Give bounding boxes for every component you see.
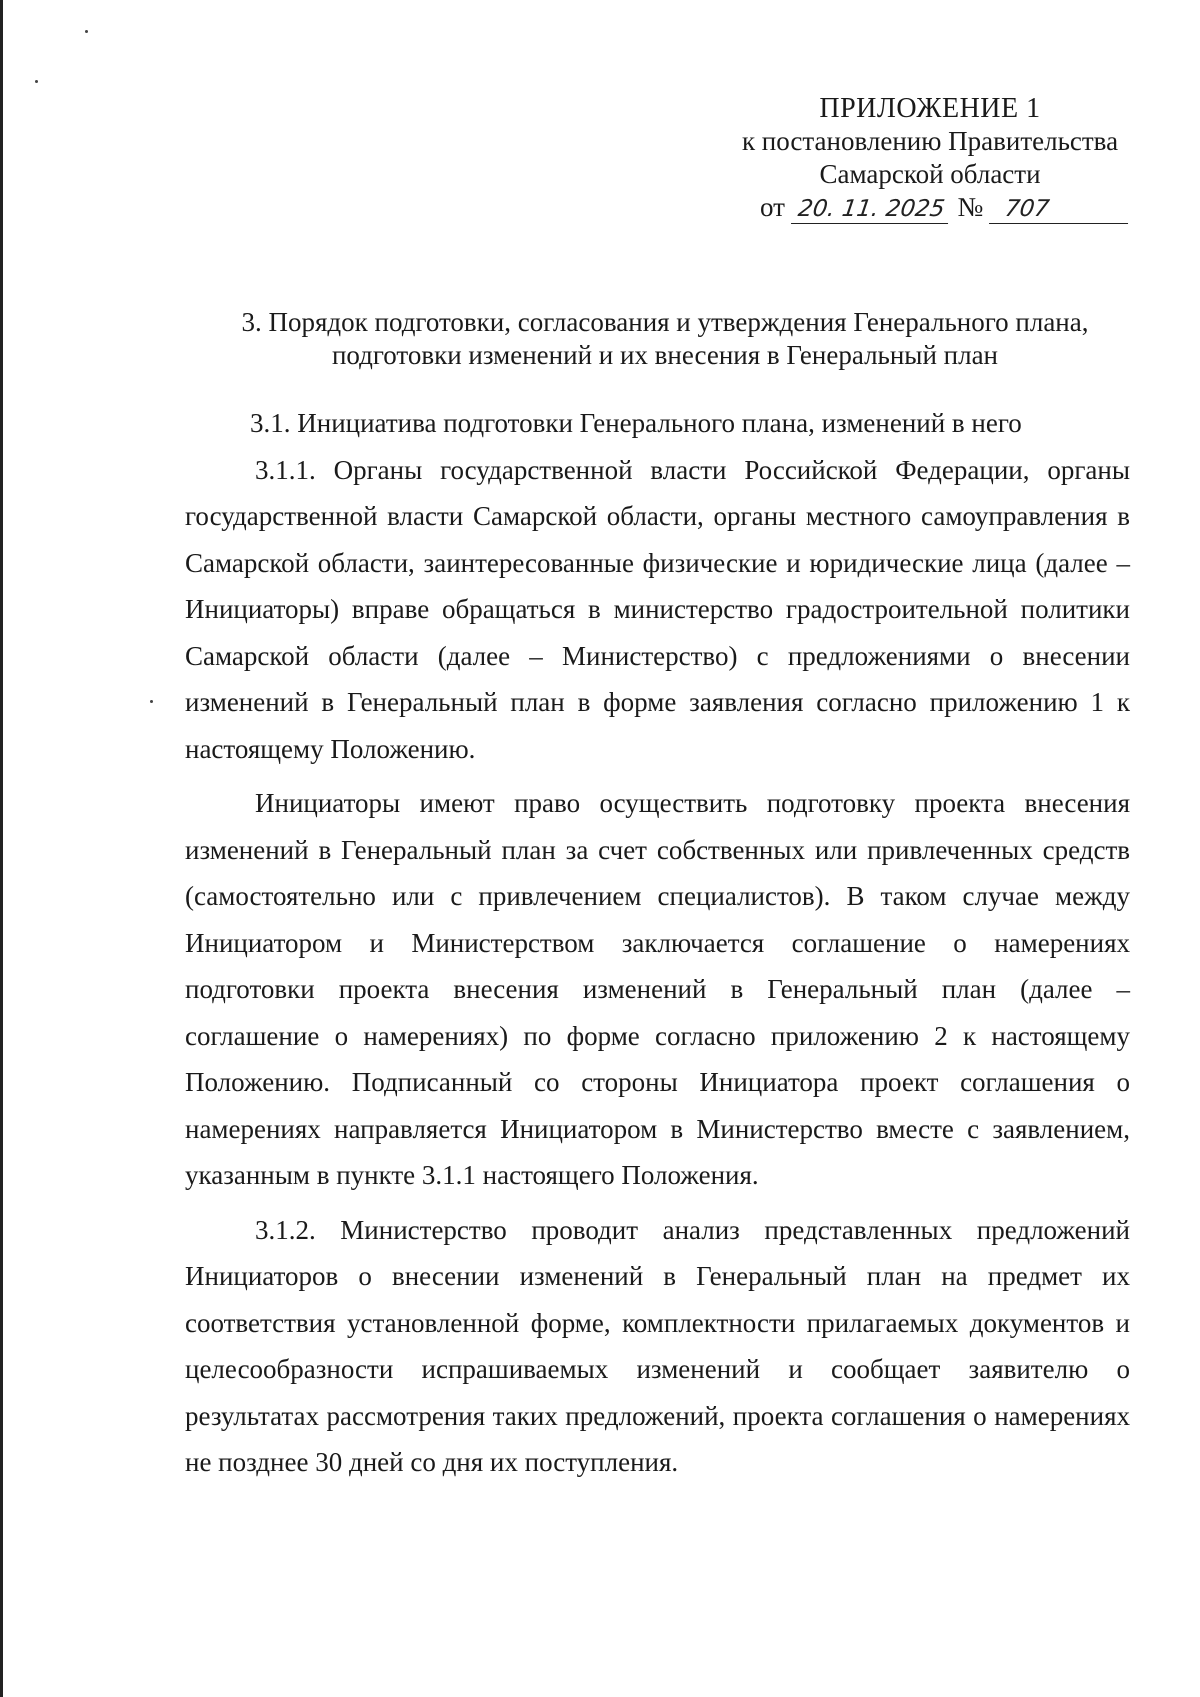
section-title-line-2: подготовки изменений и их внесения в Генеральный план xyxy=(331,340,999,370)
number-prefix: № xyxy=(957,192,984,222)
paragraph: 3.1.2. Министерство проводит анализ представленных предложений Инициаторов о внесении изменений в Генеральный план на предмет их соответствия установленной форме, комплектности прилагаемых документов и целесообразности испрашиваемых изменений и сообщает заявителю о результатах рассмотрения таких предложений, проекта соглашения о намерениях не позднее 30 дней со дня их поступления. xyxy=(185,1214,1130,1477)
scan-speck xyxy=(35,80,38,83)
appendix-line-1: к постановлению Правительства xyxy=(741,126,1119,156)
appendix-line-2: Самарской области xyxy=(819,159,1041,189)
appendix-header xyxy=(730,92,1130,224)
document-body xyxy=(185,400,1130,1486)
paragraph: 3.1.1. Органы государственной власти Российской Федерации, органы государственной власти Самарской области, органы местного самоуправления в Самарской области, заинтересованные физические и юридические лица (далее – Инициаторы) вправе обращаться в министерство градостроительной политики Самарской области (далее – Министерство) с предложениями о внесении изменений в Генеральный план в форме заявления согласно приложению 1 к настоящему Положению. xyxy=(185,454,1130,764)
page-left-edge-line xyxy=(0,0,3,1697)
section-title-line-1: 3. Порядок подготовки, согласования и утверждения Генерального плана, xyxy=(241,307,1089,337)
handwritten-number: 707 xyxy=(989,195,1132,224)
scan-speck xyxy=(85,30,88,33)
subsection-heading: 3.1. Инициатива подготовки Генерального плана, изменений в него xyxy=(250,408,1022,438)
date-prefix: от xyxy=(760,192,785,222)
scan-speck xyxy=(150,700,153,703)
handwritten-date: 20. 11. 2025 xyxy=(791,195,952,224)
paragraph: Инициаторы имеют право осуществить подготовку проекта внесения изменений в Генеральный план за счет собственных или привлеченных средств (самостоятельно или с привлечением специалистов). В таком случае между Инициатором и Министерством заключается соглашение о намерениях подготовки проекта внесения изменений в Генеральный план (далее – соглашение о намерениях) по форме согласно приложению 2 к настоящему Положению. Подписанный со стороны Инициатора проект соглашения о намерениях направляется Инициатором в Министерство вместе с заявлением, указанным в пункте 3.1.1 настоящего Положения. xyxy=(185,788,1130,1190)
section-title xyxy=(185,306,1145,372)
date-number-line xyxy=(760,191,1130,224)
appendix-title: ПРИЛОЖЕНИЕ 1 xyxy=(819,93,1041,124)
